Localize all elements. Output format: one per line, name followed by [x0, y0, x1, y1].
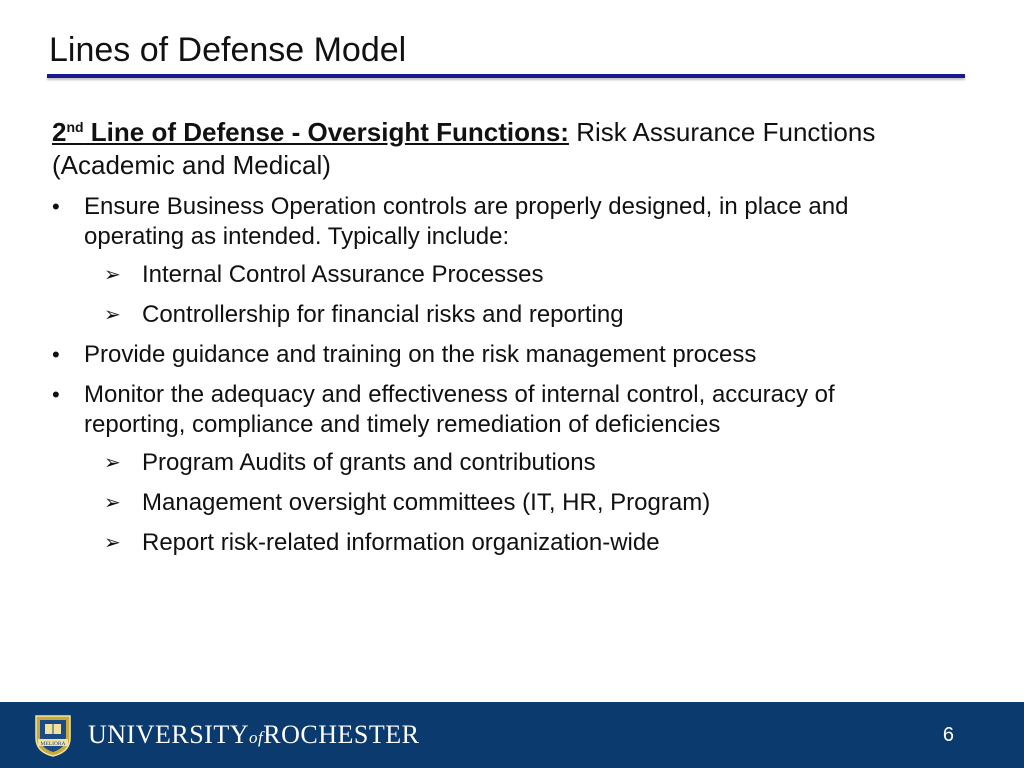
heading-normal-text: Risk Assurance Functions (Academic and Medical)	[52, 117, 876, 180]
sub-item	[84, 448, 932, 478]
page-title: Lines of Defense Model	[49, 31, 407, 69]
sub-item-text: Management oversight committees (IT, HR, Program)	[142, 489, 711, 516]
footer-bar	[0, 702, 1024, 768]
heading-bold	[52, 117, 569, 147]
page-number: 6	[942, 724, 954, 746]
sub-item	[84, 300, 932, 330]
bullet-item	[52, 340, 932, 370]
bullet-text: Ensure Business Operation controls are properly designed, in place and operating as intended. Typically include:	[84, 193, 849, 250]
arrow-bullet-icon: ➢	[104, 452, 121, 474]
sub-list	[84, 448, 932, 558]
seal-text: MELIORA	[40, 741, 66, 747]
sub-item-text: Internal Control Assurance Processes	[142, 261, 544, 288]
university-wordmark	[88, 720, 419, 750]
arrow-bullet-icon: ➢	[104, 532, 121, 554]
sub-list	[84, 260, 932, 330]
university-seal-icon	[30, 712, 76, 758]
wordmark-university: UNIVERSITY	[88, 720, 249, 749]
bullet-list	[52, 192, 932, 558]
arrow-bullet-icon: ➢	[104, 304, 121, 326]
bullet-item	[52, 380, 932, 558]
sub-item-text: Program Audits of grants and contributions	[142, 449, 596, 476]
bullet-text: Monitor the adequacy and effectiveness of internal control, accuracy of reporting, compliance and timely remediation of deficiencies	[84, 381, 835, 438]
bullet-icon: •	[52, 382, 60, 407]
wordmark-of: of	[249, 728, 264, 747]
sub-item	[84, 528, 932, 558]
bullet-text: Provide guidance and training on the risk management process	[84, 341, 757, 368]
sub-item-text: Controllership for financial risks and reporting	[142, 301, 624, 328]
arrow-bullet-icon: ➢	[104, 264, 121, 286]
arrow-bullet-icon: ➢	[104, 492, 121, 514]
heading-ordinal-suffix: nd	[66, 119, 84, 135]
heading-bold-text: Line of Defense - Oversight Functions:	[83, 117, 569, 147]
bullet-item	[52, 192, 932, 330]
wordmark-rochester: ROCHESTER	[263, 720, 420, 749]
heading-ordinal-number: 2	[52, 117, 67, 147]
section-heading	[52, 116, 932, 182]
bullet-icon: •	[52, 194, 60, 219]
sub-item-text: Report risk-related information organization-wide	[142, 529, 660, 556]
sub-item	[84, 488, 932, 518]
slide-content	[52, 116, 932, 568]
bullet-icon: •	[52, 342, 60, 367]
title-divider	[47, 74, 965, 78]
sub-item	[84, 260, 932, 290]
